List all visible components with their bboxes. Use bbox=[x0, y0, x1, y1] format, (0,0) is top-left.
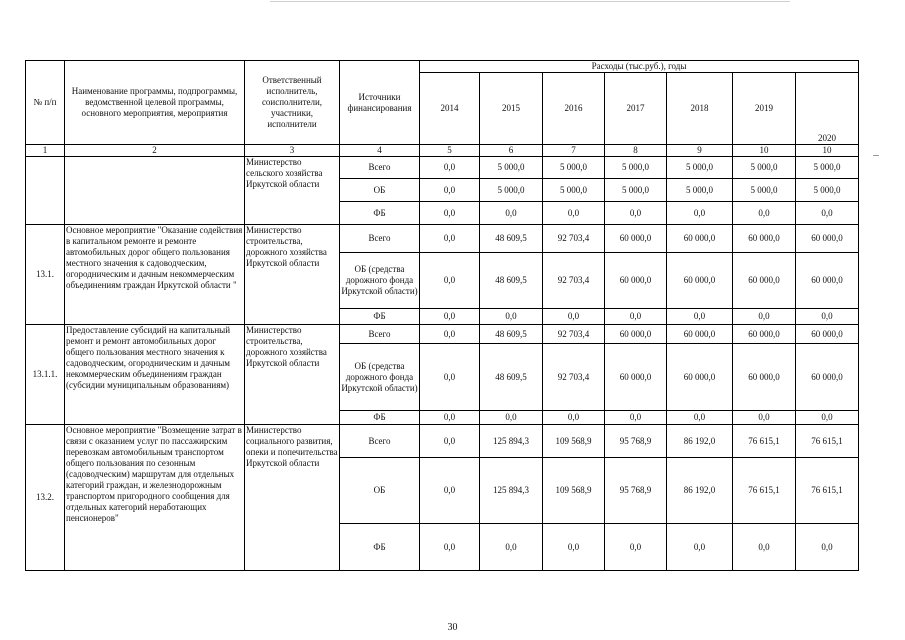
amount-cell: 76 615,1 bbox=[733, 425, 796, 458]
amount-cell: 86 192,0 bbox=[667, 458, 733, 524]
row-index: 13.2. bbox=[26, 425, 65, 571]
header-year: 2016 bbox=[543, 73, 605, 145]
amount-cell: 0,0 bbox=[667, 411, 733, 425]
amount-cell: 92 703,4 bbox=[543, 344, 605, 411]
amount-cell: 0,0 bbox=[667, 202, 733, 225]
amount-cell: 0,0 bbox=[420, 325, 480, 344]
amount-cell: 60 000,0 bbox=[667, 225, 733, 253]
amount-cell: 5 000,0 bbox=[796, 157, 859, 179]
header-year: 2020 bbox=[796, 73, 859, 145]
amount-cell: 48 609,5 bbox=[480, 225, 543, 253]
amount-cell: 0,0 bbox=[543, 309, 605, 325]
row-index: 13.1. bbox=[26, 225, 65, 325]
table-row bbox=[26, 157, 859, 179]
amount-cell: 0,0 bbox=[667, 524, 733, 571]
amount-cell: 60 000,0 bbox=[796, 253, 859, 309]
funding-source: Всего bbox=[340, 425, 420, 458]
funding-source: Всего bbox=[340, 157, 420, 179]
column-number: 10 bbox=[796, 145, 859, 157]
amount-cell: 0,0 bbox=[733, 309, 796, 325]
amount-cell: 5 000,0 bbox=[796, 179, 859, 202]
responsible-executor: Министерство сельского хозяйства Иркутской области bbox=[245, 157, 340, 225]
funding-source: ФБ bbox=[340, 411, 420, 425]
amount-cell: 0,0 bbox=[796, 309, 859, 325]
amount-cell: 60 000,0 bbox=[796, 225, 859, 253]
activity-name: Предоставление субсидий на капитальный ремонт и ремонт автомобильных дорог общего пользования местного значения к садоводческим, огородническим и дачным некоммерческим объединениям граждан (субсидии муниципальным образованиям) bbox=[65, 325, 245, 425]
amount-cell: 95 768,9 bbox=[605, 458, 667, 524]
column-number: 5 bbox=[420, 145, 480, 157]
amount-cell: 60 000,0 bbox=[667, 325, 733, 344]
column-number: 4 bbox=[340, 145, 420, 157]
amount-cell: 48 609,5 bbox=[480, 325, 543, 344]
header-expenses: Расходы (тыс.руб.), годы bbox=[420, 61, 859, 73]
budget-table bbox=[25, 60, 859, 571]
amount-cell: 60 000,0 bbox=[667, 253, 733, 309]
funding-source: ФБ bbox=[340, 202, 420, 225]
amount-cell: 0,0 bbox=[543, 202, 605, 225]
amount-cell: 92 703,4 bbox=[543, 325, 605, 344]
amount-cell: 0,0 bbox=[420, 157, 480, 179]
amount-cell: 0,0 bbox=[543, 524, 605, 571]
amount-cell: 0,0 bbox=[733, 202, 796, 225]
amount-cell: 0,0 bbox=[420, 253, 480, 309]
responsible-executor: Министерство социального развития, опеки и попечительства Иркутской области bbox=[245, 425, 340, 571]
amount-cell: 5 000,0 bbox=[543, 179, 605, 202]
amount-cell: 92 703,4 bbox=[543, 253, 605, 309]
column-number: 2 bbox=[65, 145, 245, 157]
amount-cell: 60 000,0 bbox=[796, 344, 859, 411]
amount-cell: 0,0 bbox=[733, 524, 796, 571]
amount-cell: 0,0 bbox=[667, 309, 733, 325]
amount-cell: 0,0 bbox=[420, 309, 480, 325]
amount-cell: 0,0 bbox=[543, 411, 605, 425]
amount-cell: 0,0 bbox=[480, 309, 543, 325]
amount-cell: 0,0 bbox=[420, 425, 480, 458]
column-number: 3 bbox=[245, 145, 340, 157]
amount-cell: 0,0 bbox=[420, 179, 480, 202]
amount-cell: 5 000,0 bbox=[605, 157, 667, 179]
funding-source: ОБ bbox=[340, 458, 420, 524]
amount-cell: 60 000,0 bbox=[733, 253, 796, 309]
amount-cell: 60 000,0 bbox=[733, 325, 796, 344]
activity-name: Основное мероприятие "Оказание содействия в капитальном ремонте и ремонте автомобильных дорог общего пользования местного значения к садоводческим, огородническим и дачным некоммерческим объединениям граждан Иркутской области " bbox=[65, 225, 245, 325]
amount-cell: 0,0 bbox=[420, 458, 480, 524]
activity-name: Основное мероприятие "Возмещение затрат в связи с оказанием услуг по пассажирским перевозкам автомобильным транспортом общего пользования по сезонным (садоводческим) маршрутам для отдельных категорий граждан, и железнодорожным транспортом пригородного сообщения для отдельных категорий неработающих пенсионеров" bbox=[65, 425, 245, 571]
amount-cell: 60 000,0 bbox=[605, 325, 667, 344]
row-index: 13.1.1. bbox=[26, 325, 65, 425]
amount-cell: 5 000,0 bbox=[480, 179, 543, 202]
table-row bbox=[26, 225, 859, 253]
header-source: Источники финансирования bbox=[340, 61, 420, 145]
amount-cell: 0,0 bbox=[605, 411, 667, 425]
funding-source: ФБ bbox=[340, 524, 420, 571]
column-number: 9 bbox=[667, 145, 733, 157]
amount-cell: 125 894,3 bbox=[480, 458, 543, 524]
activity-name bbox=[65, 157, 245, 225]
scan-top-edge-line bbox=[270, 1, 790, 2]
amount-cell: 5 000,0 bbox=[543, 157, 605, 179]
amount-cell: 92 703,4 bbox=[543, 225, 605, 253]
amount-cell: 60 000,0 bbox=[733, 225, 796, 253]
column-number: 8 bbox=[605, 145, 667, 157]
amount-cell: 0,0 bbox=[420, 225, 480, 253]
amount-cell: 60 000,0 bbox=[796, 325, 859, 344]
column-number: 1 bbox=[26, 145, 65, 157]
amount-cell: 0,0 bbox=[605, 309, 667, 325]
header-name: Наименование программы, подпрограммы, ведомственной целевой программы, основного мероприятия, мероприятия bbox=[65, 61, 245, 145]
amount-cell: 0,0 bbox=[420, 524, 480, 571]
header-year: 2017 bbox=[605, 73, 667, 145]
funding-source: ОБ bbox=[340, 179, 420, 202]
amount-cell: 0,0 bbox=[480, 411, 543, 425]
amount-cell: 48 609,5 bbox=[480, 253, 543, 309]
header-responsible: Ответственный исполнитель, соисполнители, участники, исполнители bbox=[245, 61, 340, 145]
amount-cell: 60 000,0 bbox=[605, 253, 667, 309]
header-year: 2018 bbox=[667, 73, 733, 145]
amount-cell: 0,0 bbox=[796, 524, 859, 571]
amount-cell: 125 894,3 bbox=[480, 425, 543, 458]
amount-cell: 5 000,0 bbox=[480, 157, 543, 179]
amount-cell: 0,0 bbox=[420, 202, 480, 225]
amount-cell: 60 000,0 bbox=[667, 344, 733, 411]
column-number: 7 bbox=[543, 145, 605, 157]
amount-cell: 86 192,0 bbox=[667, 425, 733, 458]
amount-cell: 5 000,0 bbox=[605, 179, 667, 202]
column-number: 10 bbox=[733, 145, 796, 157]
amount-cell: 95 768,9 bbox=[605, 425, 667, 458]
amount-cell: 60 000,0 bbox=[733, 344, 796, 411]
responsible-executor: Министерство строительства, дорожного хозяйства Иркутской области bbox=[245, 225, 340, 325]
amount-cell: 0,0 bbox=[796, 202, 859, 225]
amount-cell: 60 000,0 bbox=[605, 225, 667, 253]
table-row bbox=[26, 425, 859, 458]
header-num: № п/п bbox=[26, 61, 65, 145]
amount-cell: 0,0 bbox=[796, 411, 859, 425]
funding-source: Всего bbox=[340, 225, 420, 253]
amount-cell: 5 000,0 bbox=[733, 179, 796, 202]
amount-cell: 0,0 bbox=[420, 344, 480, 411]
scan-side-mark bbox=[873, 155, 879, 156]
amount-cell: 0,0 bbox=[420, 411, 480, 425]
amount-cell: 0,0 bbox=[605, 524, 667, 571]
responsible-executor: Министерство строительства, дорожного хозяйства Иркутской области bbox=[245, 325, 340, 425]
funding-source: ФБ bbox=[340, 309, 420, 325]
amount-cell: 5 000,0 bbox=[667, 157, 733, 179]
amount-cell: 0,0 bbox=[733, 411, 796, 425]
amount-cell: 48 609,5 bbox=[480, 344, 543, 411]
column-number: 6 bbox=[480, 145, 543, 157]
amount-cell: 76 615,1 bbox=[796, 458, 859, 524]
table-row bbox=[26, 325, 859, 344]
amount-cell: 76 615,1 bbox=[733, 458, 796, 524]
funding-source: ОБ (средства дорожного фонда Иркутской области) bbox=[340, 253, 420, 309]
funding-source: ОБ (средства дорожного фонда Иркутской области) bbox=[340, 344, 420, 411]
row-index bbox=[26, 157, 65, 225]
amount-cell: 5 000,0 bbox=[733, 157, 796, 179]
amount-cell: 60 000,0 bbox=[605, 344, 667, 411]
amount-cell: 76 615,1 bbox=[796, 425, 859, 458]
funding-source: Всего bbox=[340, 325, 420, 344]
header-year: 2015 bbox=[480, 73, 543, 145]
header-year: 2019 bbox=[733, 73, 796, 145]
header-year: 2014 bbox=[420, 73, 480, 145]
amount-cell: 109 568,9 bbox=[543, 458, 605, 524]
amount-cell: 5 000,0 bbox=[667, 179, 733, 202]
page-number: 30 bbox=[447, 622, 458, 633]
amount-cell: 0,0 bbox=[605, 202, 667, 225]
amount-cell: 109 568,9 bbox=[543, 425, 605, 458]
amount-cell: 0,0 bbox=[480, 202, 543, 225]
amount-cell: 0,0 bbox=[480, 524, 543, 571]
